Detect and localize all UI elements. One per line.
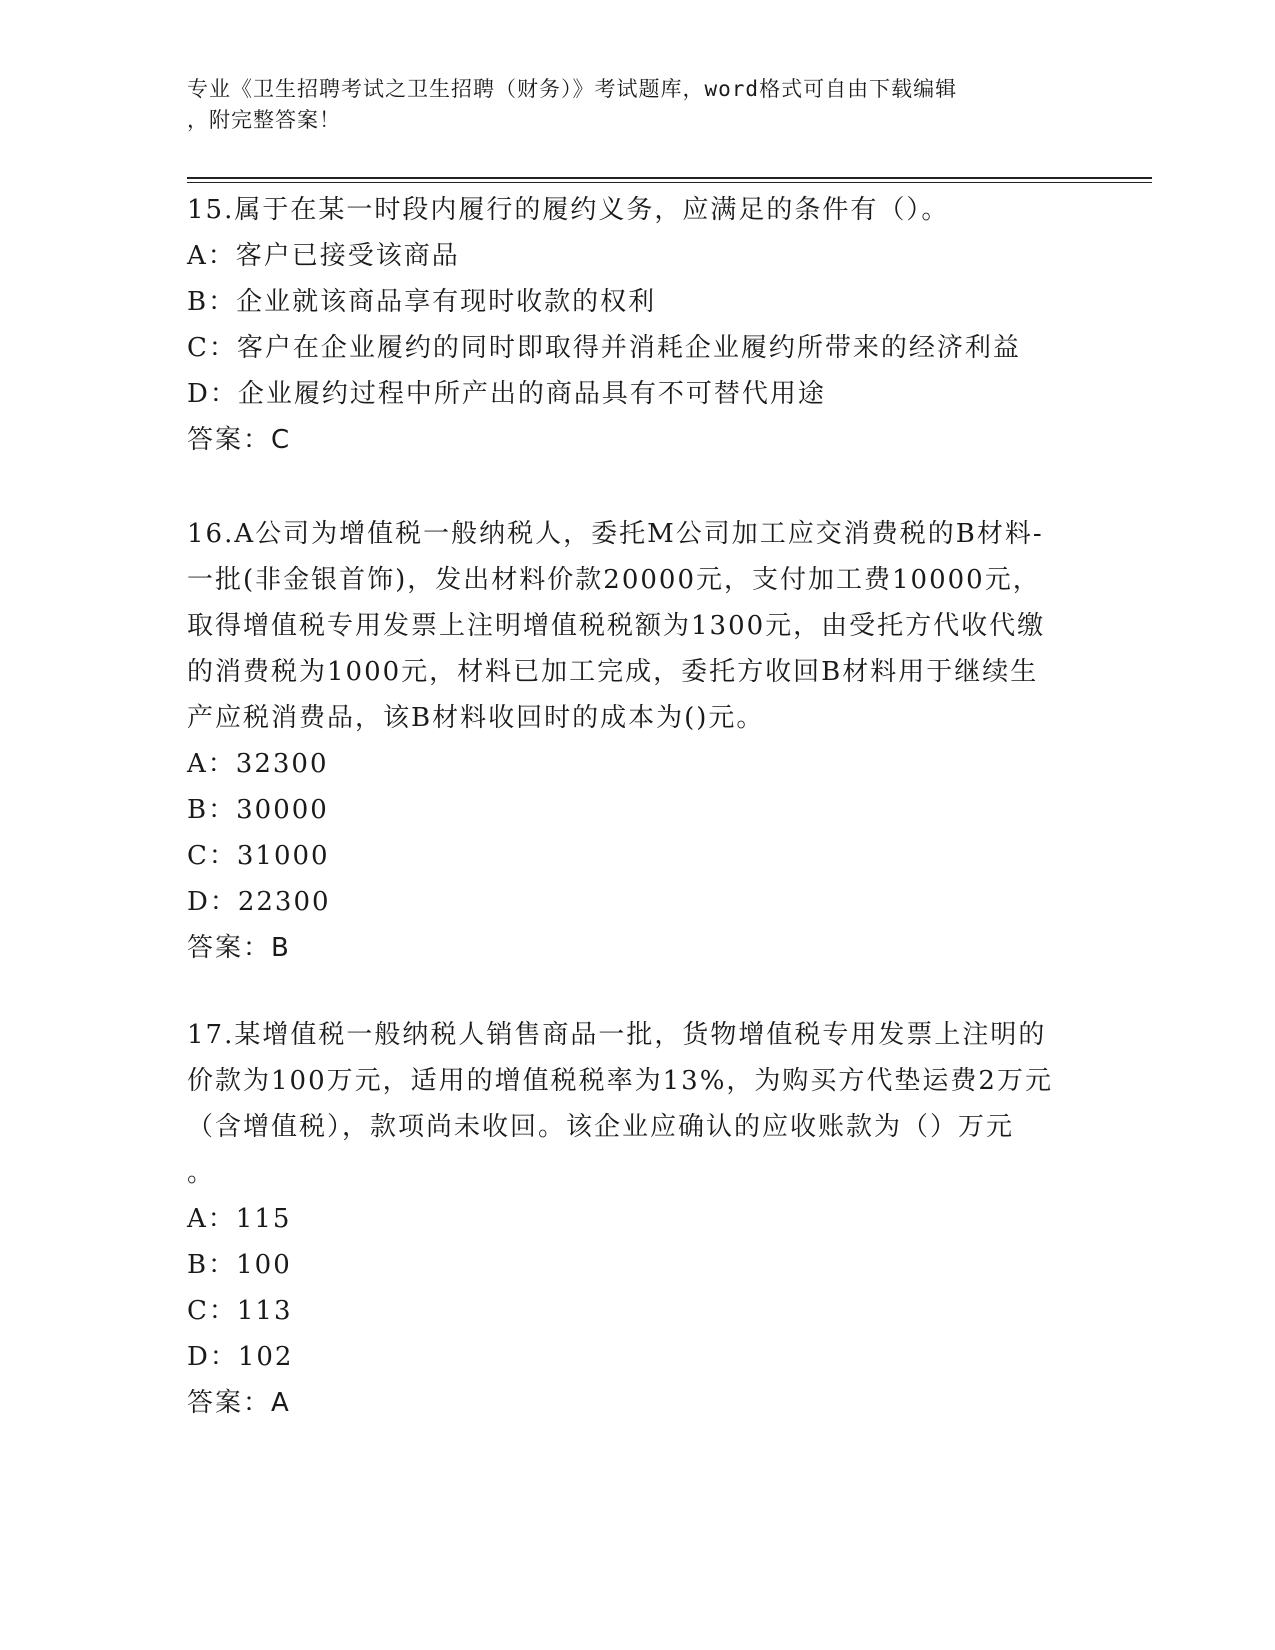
question-16 bbox=[187, 511, 1087, 971]
option-d: D：102 bbox=[187, 1342, 294, 1372]
header-line-2: ，附完整答案！ bbox=[187, 108, 341, 132]
answer-value: B bbox=[271, 933, 291, 963]
question-stem-line-5: 产应税消费品，该B材料收回时的成本为()元。 bbox=[187, 703, 765, 733]
question-17 bbox=[187, 1012, 1087, 1426]
question-stem-line-2: 价款为100万元，适用的增值税税率为13%，为购买方代垫运费2万元 bbox=[187, 1066, 1053, 1096]
question-stem-line-4: 的消费税为1000元，材料已加工完成，委托方收回B材料用于继续生 bbox=[187, 657, 1039, 687]
answer-label: 答案： bbox=[187, 425, 272, 455]
option-b: B：30000 bbox=[187, 795, 329, 825]
header-divider-thick bbox=[187, 177, 1152, 179]
question-stem-line-1: 17.某增值税一般纳税人销售商品一批，货物增值税专用发票上注明的 bbox=[187, 1020, 1047, 1050]
option-a: A：32300 bbox=[187, 749, 329, 779]
question-stem-line-2: 一批(非金银首饰)，发出材料价款20000元，支付加工费10000元， bbox=[187, 565, 1041, 595]
answer-label: 答案： bbox=[187, 1388, 272, 1418]
option-c: C：113 bbox=[187, 1296, 293, 1326]
answer bbox=[187, 1380, 1087, 1426]
option-c: C：客户在企业履约的同时即取得并消耗企业履约所带来的经济利益 bbox=[187, 333, 1021, 363]
option-a: A：客户已接受该商品 bbox=[187, 241, 460, 271]
answer bbox=[187, 925, 1087, 971]
option-c: C：31000 bbox=[187, 841, 330, 871]
question-15 bbox=[187, 187, 1087, 463]
question-stem: 15.属于在某一时段内履行的履约义务，应满足的条件有（）。 bbox=[187, 195, 950, 225]
option-d: D：22300 bbox=[187, 887, 331, 917]
question-stem-line-1: 16.A公司为增值税一般纳税人，委托M公司加工应交消费税的B材料- bbox=[187, 519, 1044, 549]
answer bbox=[187, 417, 1087, 463]
question-stem-line-3: （含增值税），款项尚未收回。该企业应确认的应收账款为（）万元 bbox=[187, 1112, 1015, 1142]
header-line-1: 专业《卫生招聘考试之卫生招聘（财务）》考试题库，word格式可自由下载编辑 bbox=[187, 77, 958, 101]
answer-value: A bbox=[271, 1388, 291, 1418]
document-header bbox=[187, 74, 1067, 136]
answer-value: C bbox=[271, 425, 292, 455]
question-stem-line-4: 。 bbox=[187, 1158, 216, 1188]
answer-label: 答案： bbox=[187, 933, 272, 963]
option-a: A：115 bbox=[187, 1204, 292, 1234]
question-stem-line-3: 取得增值税专用发票上注明增值税税额为1300元，由受托方代收代缴 bbox=[187, 611, 1046, 641]
option-b: B：企业就该商品享有现时收款的权利 bbox=[187, 287, 657, 317]
option-b: B：100 bbox=[187, 1250, 292, 1280]
option-d: D：企业履约过程中所产出的商品具有不可替代用途 bbox=[187, 379, 826, 409]
header-divider-thin bbox=[187, 182, 1152, 183]
